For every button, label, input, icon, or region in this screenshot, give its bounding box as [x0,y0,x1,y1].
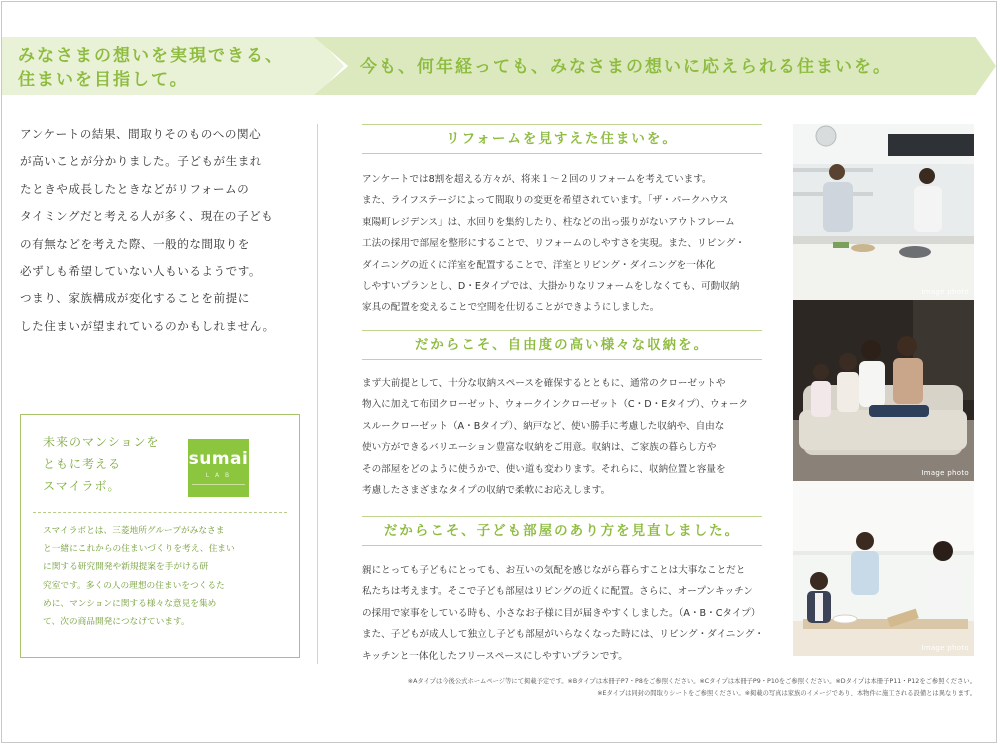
header-left-line-1: みなさまの想いを実現できる、 [18,46,284,66]
section-line: また、子どもが成人して独立し子ども部屋がいらなくなった時には、リビング・ダイニング・ [362,629,764,641]
sumai-lab-title [43,431,193,497]
box-divider [33,512,287,514]
section-line: キッチンと一体化したフリースペースにしやすいプランです。 [362,650,628,662]
section-line: 私たちは考えます。そこで子ども部屋はリビングの近くに配置。さらに、オープンキッチン [362,586,753,598]
logo-bar [192,484,245,485]
section-line: また、ライフステージによって間取りの変更を希望されています。「ザ・パークハウス [362,195,729,207]
section-body-kids-room [362,560,764,667]
header-right-title: 今も、何年経っても、みなさまの想いに応えられる住まいを。 [360,57,892,77]
section-body-reform [362,169,764,319]
footnote-line-2: ※Eタイプは同封の間取りシートをご参照ください。※掲載の写真は家族のイメージであり、本物件に施工される設備とは異なります。 [597,690,976,697]
intro-line: つまり、家族構成が変化することを前提に [20,291,250,306]
photo-caption: Image photo [921,288,969,296]
section-line: 工法の採用で部屋を整形にすることで、リフォームのしやすさを実現。また、リビング・ [362,238,745,250]
section-heading-storage: だからこそ、自由度の高い様々な収納を。 [362,330,762,360]
header-left-title [18,44,318,92]
sumai-lab-title-line: スマイラボ。 [43,479,121,493]
section-line: しやすいプランとし、D・Eタイプでは、大掛かりなリフォームをしなくても、可動収納 [362,281,740,293]
intro-line: が高いことが分かりました。子どもが生まれ [20,154,262,169]
photo-kitchen-couple [793,124,974,300]
section-line: ダイニングの近くに洋室を配置することで、洋室とリビング・ダイニングを一体化 [362,259,716,271]
sumai-logo-sub: L A B [205,472,232,479]
section-line: 東陽町レジデンス」は、水回りを集約したり、柱などの出っ張りがないアウトフレーム [362,216,735,228]
intro-line: たときや成長したときなどがリフォームの [20,181,250,196]
section-line: 考慮したさまざまなタイプの収納で柔軟にお応えします。 [362,485,611,497]
photo-family-sofa [793,300,974,481]
section-line: の採用で家事をしている時も、小さなお子様に目が届きやすくしました。（A・B・Cタイプ） [362,607,761,619]
intro-line: の有無などを考えた際、一般的な間取りを [20,236,250,251]
intro-line: した住まいが望まれているのかもしれません。 [20,318,275,333]
intro-line: アンケートの結果、間取りそのものへの関心 [20,127,262,141]
section-line: 物入に加えて布団クローゼット、ウォークインクローゼット（C・D・Eタイプ）、ウォーク [362,399,749,411]
header-left-line-2: 住まいを目指して。 [18,70,189,90]
sumai-lab-line: に関する研究開発や新規提案を手がける研 [43,562,209,573]
section-line: 家具の配置を変えることで空間を仕切ることができようにしました。 [362,302,660,314]
section-body-storage [362,373,764,501]
section-line: まず大前提として、十分な収納スペースを確保するとともに、通常のクローゼットや [362,378,726,389]
sumai-lab-line: スマイラボとは、三菱地所グループがみなさま [43,526,225,536]
photo-caption: Image photo [921,644,969,652]
sumai-logo-text: sumai [188,449,249,469]
sumai-lab-line: めに、マンションに関する様々な意見を集め [43,598,217,609]
sumai-lab-description [43,522,279,631]
sumai-lab-title-line: 未来のマンションを [43,435,160,449]
column-divider [317,124,318,664]
photo-family-table [793,481,974,656]
section-line: スルークローゼット（A・Bタイプ）、納戸など、使い勝手に考慮した収納や、自由な [362,420,725,432]
photo-caption: Image photo [921,469,969,477]
section-heading-reform: リフォームを見すえた住まいを。 [362,124,762,154]
intro-line: タイミングだと考える人が多く、現在の子ども [20,209,274,224]
footnote-line-1: ※Aタイプは今後公式ホームページ等にて掲載予定です。※Bタイプは本冊子P7・P8をご参照ください。※Cタイプは本冊子P9・P10をご参照ください。※Dタイプは本冊子P11・P12をご参照ください。 [407,678,976,685]
section-line: アンケートでは8割を超える方々が、将来１～２回のリフォームを考えています。 [362,174,712,185]
sumai-lab-box [20,414,300,658]
family-sofa-illustration [793,300,974,481]
sumai-lab-line: 究室です。多くの人の理想の住まいをつくるた [43,580,225,591]
sumai-lab-line: て、次の商品開発につなげています。 [43,617,190,628]
sumai-lab-logo [188,439,249,497]
section-heading-kids-room: だからこそ、子ども部屋のあり方を見直しました。 [362,516,762,546]
section-line: その部屋をどのように使うかで、使い道も変わります。それらに、収納位置と容量を [362,463,726,475]
family-table-illustration [793,481,974,656]
section-line: 親にとっても子どもにとっても、お互いの気配を感じながら暮らすことは大事なことだと [362,565,746,576]
intro-line: 必ずしも希望していない人もいるようです。 [20,264,261,279]
intro-text [20,121,298,340]
kitchen-couple-illustration [793,124,974,300]
sumai-lab-title-line: ともに考える [43,457,122,471]
section-line: 使い方ができるバリエーション豊富な収納をご用意。収納は、ご家族の暮らし方や [362,442,717,454]
sumai-lab-line: と一緒にこれからの住まいづくりを考え、住まい [43,544,235,555]
